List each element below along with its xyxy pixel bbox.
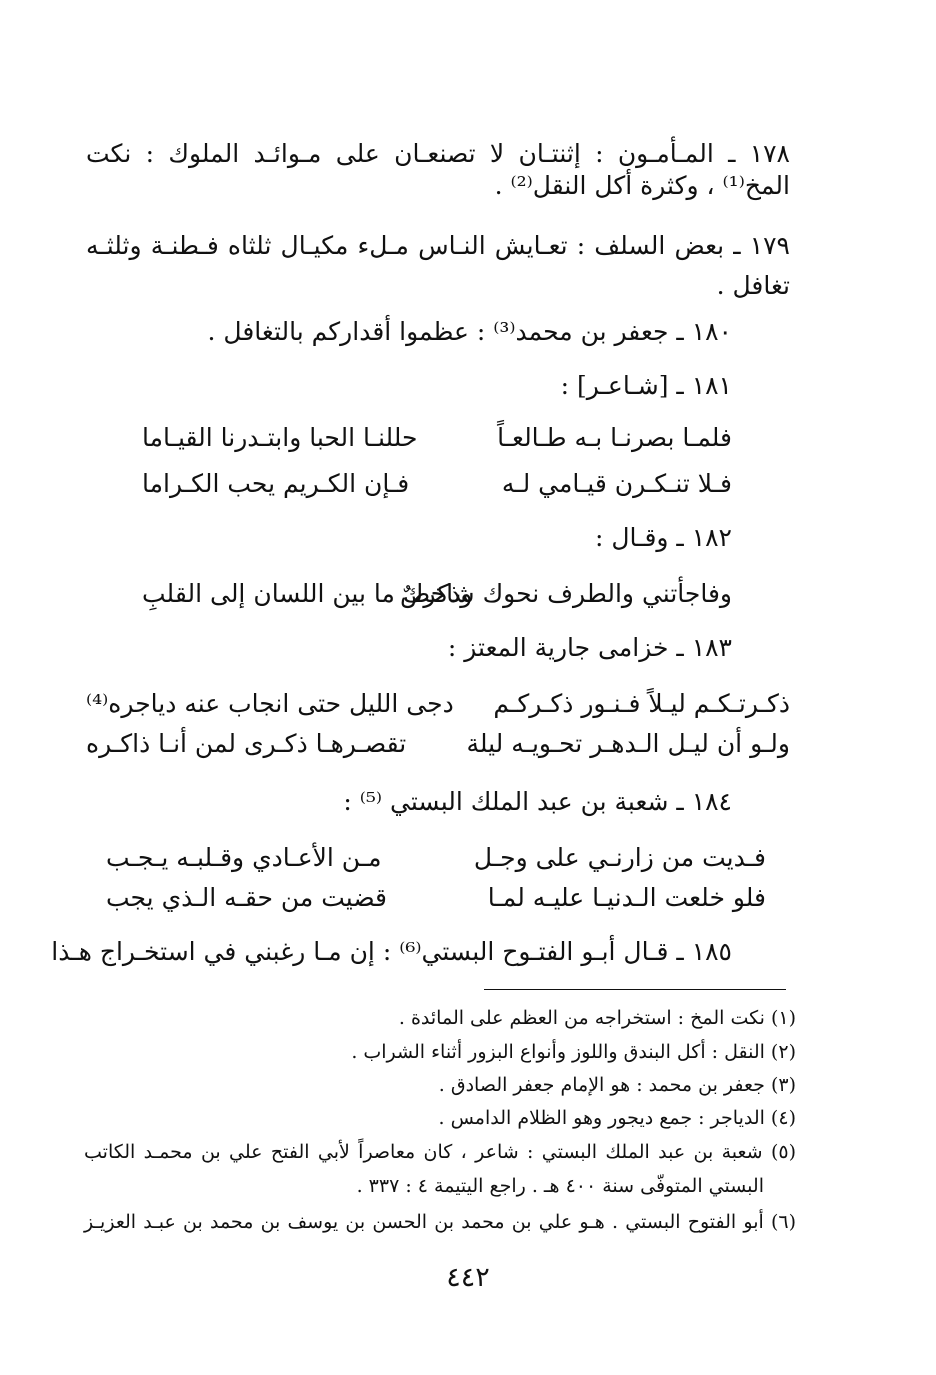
footnote-4: (٤) الدياجر : جمع ديجور وهو الظلام الدامس .: [438, 1107, 796, 1129]
verse-181-1-first-hemistich: فلمـا بصرنـا بـه طـالعـاً: [497, 423, 732, 452]
page-number: ٤٤٢: [446, 1262, 490, 1293]
verse-184-2-second-hemistich: قضيت من حقـه الـذي يجب: [106, 883, 387, 912]
verse-182-1: [142, 574, 732, 614]
verse-182-1-first-hemistich: وفاجأتني والطرف نحوك شاخصٌ: [399, 579, 732, 608]
verse-183-2-first-hemistich: ولـو أن ليـل الـدهـر تحـويـه ليلة: [466, 729, 790, 758]
verse-184-1: [106, 838, 766, 878]
entry-181-heading: ١٨١ ـ [شـاعـر] :: [560, 371, 732, 400]
footnote-1: (١) نكت المخ : استخراجه من العظم على المائدة .: [398, 1007, 796, 1029]
entry-185: ١٨٥ ـ قـال أبـو الفتـوح البستي⁽⁶⁾ : إن مـا رغبني في استخـراج هـذا: [51, 937, 732, 966]
verse-183-2: [86, 724, 790, 764]
entry-184-heading: ١٨٤ ـ شعبة بن عبد الملك البستي ⁽⁵⁾ :: [343, 787, 732, 816]
verse-183-2-second-hemistich: تقصـرهـا ذكـرى لمن أنـا ذاكـره: [86, 729, 407, 758]
verse-181-1-second-hemistich: حللنـا الحبا وابتـدرنا القيـاما: [142, 423, 418, 452]
verse-184-2-first-hemistich: فلو خلعت الـدنيـا عليـه لمـا: [487, 883, 766, 912]
verse-184-2: [106, 878, 766, 918]
footnote-3: (٣) جعفر بن محمد : هو الإمام جعفر الصادق .: [438, 1074, 796, 1096]
verse-183-1: [86, 684, 790, 724]
verse-181-2: [142, 464, 732, 504]
footnote-5-line-1: (٥) شعبة بن عبد الملك البستي : شاعر ، كان معاصراً لأبي الفتح علي بن محمـد الكاتب: [84, 1141, 796, 1163]
entry-182-heading: ١٨٢ ـ وقـال :: [594, 523, 732, 552]
verse-183-1-first-hemistich: ذكـرتـكـم ليـلاً فـنـور ذكـركـم: [493, 689, 790, 718]
footnote-5-line-2: البستي المتوفّى سنة ٤٠٠ هـ . راجع اليتيمة ٤ : ٣٣٧ .: [356, 1175, 764, 1197]
entry-179-line-2: تغافل .: [716, 271, 790, 300]
verse-183-1-second-hemistich: دجى الليل حتى انجاب عنه دياجره⁽⁴⁾: [86, 689, 454, 718]
verse-182-1-second-hemistich: وذكرك ما بين اللسان إلى القلبِ: [142, 579, 473, 608]
verse-181-2-second-hemistich: فـإن الكـريم يحب الكـراما: [142, 469, 410, 498]
entry-179-line-1: ١٧٩ ـ بعض السلف : تعـايش النـاس مـلء مكيـال ثلثاه فـطنـة وثلثـه: [86, 231, 790, 260]
entry-183-heading: ١٨٣ ـ خزامى جارية المعتز :: [447, 633, 732, 662]
entry-178-line-2: المخ⁽¹⁾ ، وكثرة أكل النقل⁽²⁾ .: [494, 171, 790, 200]
verse-181-2-first-hemistich: فـلا تنـكـرن قيـامي لـه: [501, 469, 732, 498]
footnote-separator: [484, 989, 786, 990]
footnote-2: (٢) النقل : أكل البندق واللوز وأنواع البزور أثناء الشراب .: [351, 1041, 796, 1063]
entry-180: ١٨٠ ـ جعفر بن محمد⁽³⁾ : عظموا أقداركم بالتغافل .: [207, 317, 732, 346]
footnote-6: (٦) أبو الفتوح البستي . هـو علي بن محمد بن الحسن بن يوسف بن محمد بن عبـد العزيـز: [84, 1211, 796, 1233]
verse-181-1: [142, 418, 732, 458]
verse-184-1-first-hemistich: فـديت من زارنـي على وجـل: [473, 843, 766, 872]
verse-184-1-second-hemistich: مـن الأعـادي وقـلبـه يـجـب: [106, 843, 382, 872]
entry-178-line-1: ١٧٨ ـ المـأمـون : إثنتـان لا تصنعـان على مـوائـد الملوك : نكت: [86, 139, 790, 168]
